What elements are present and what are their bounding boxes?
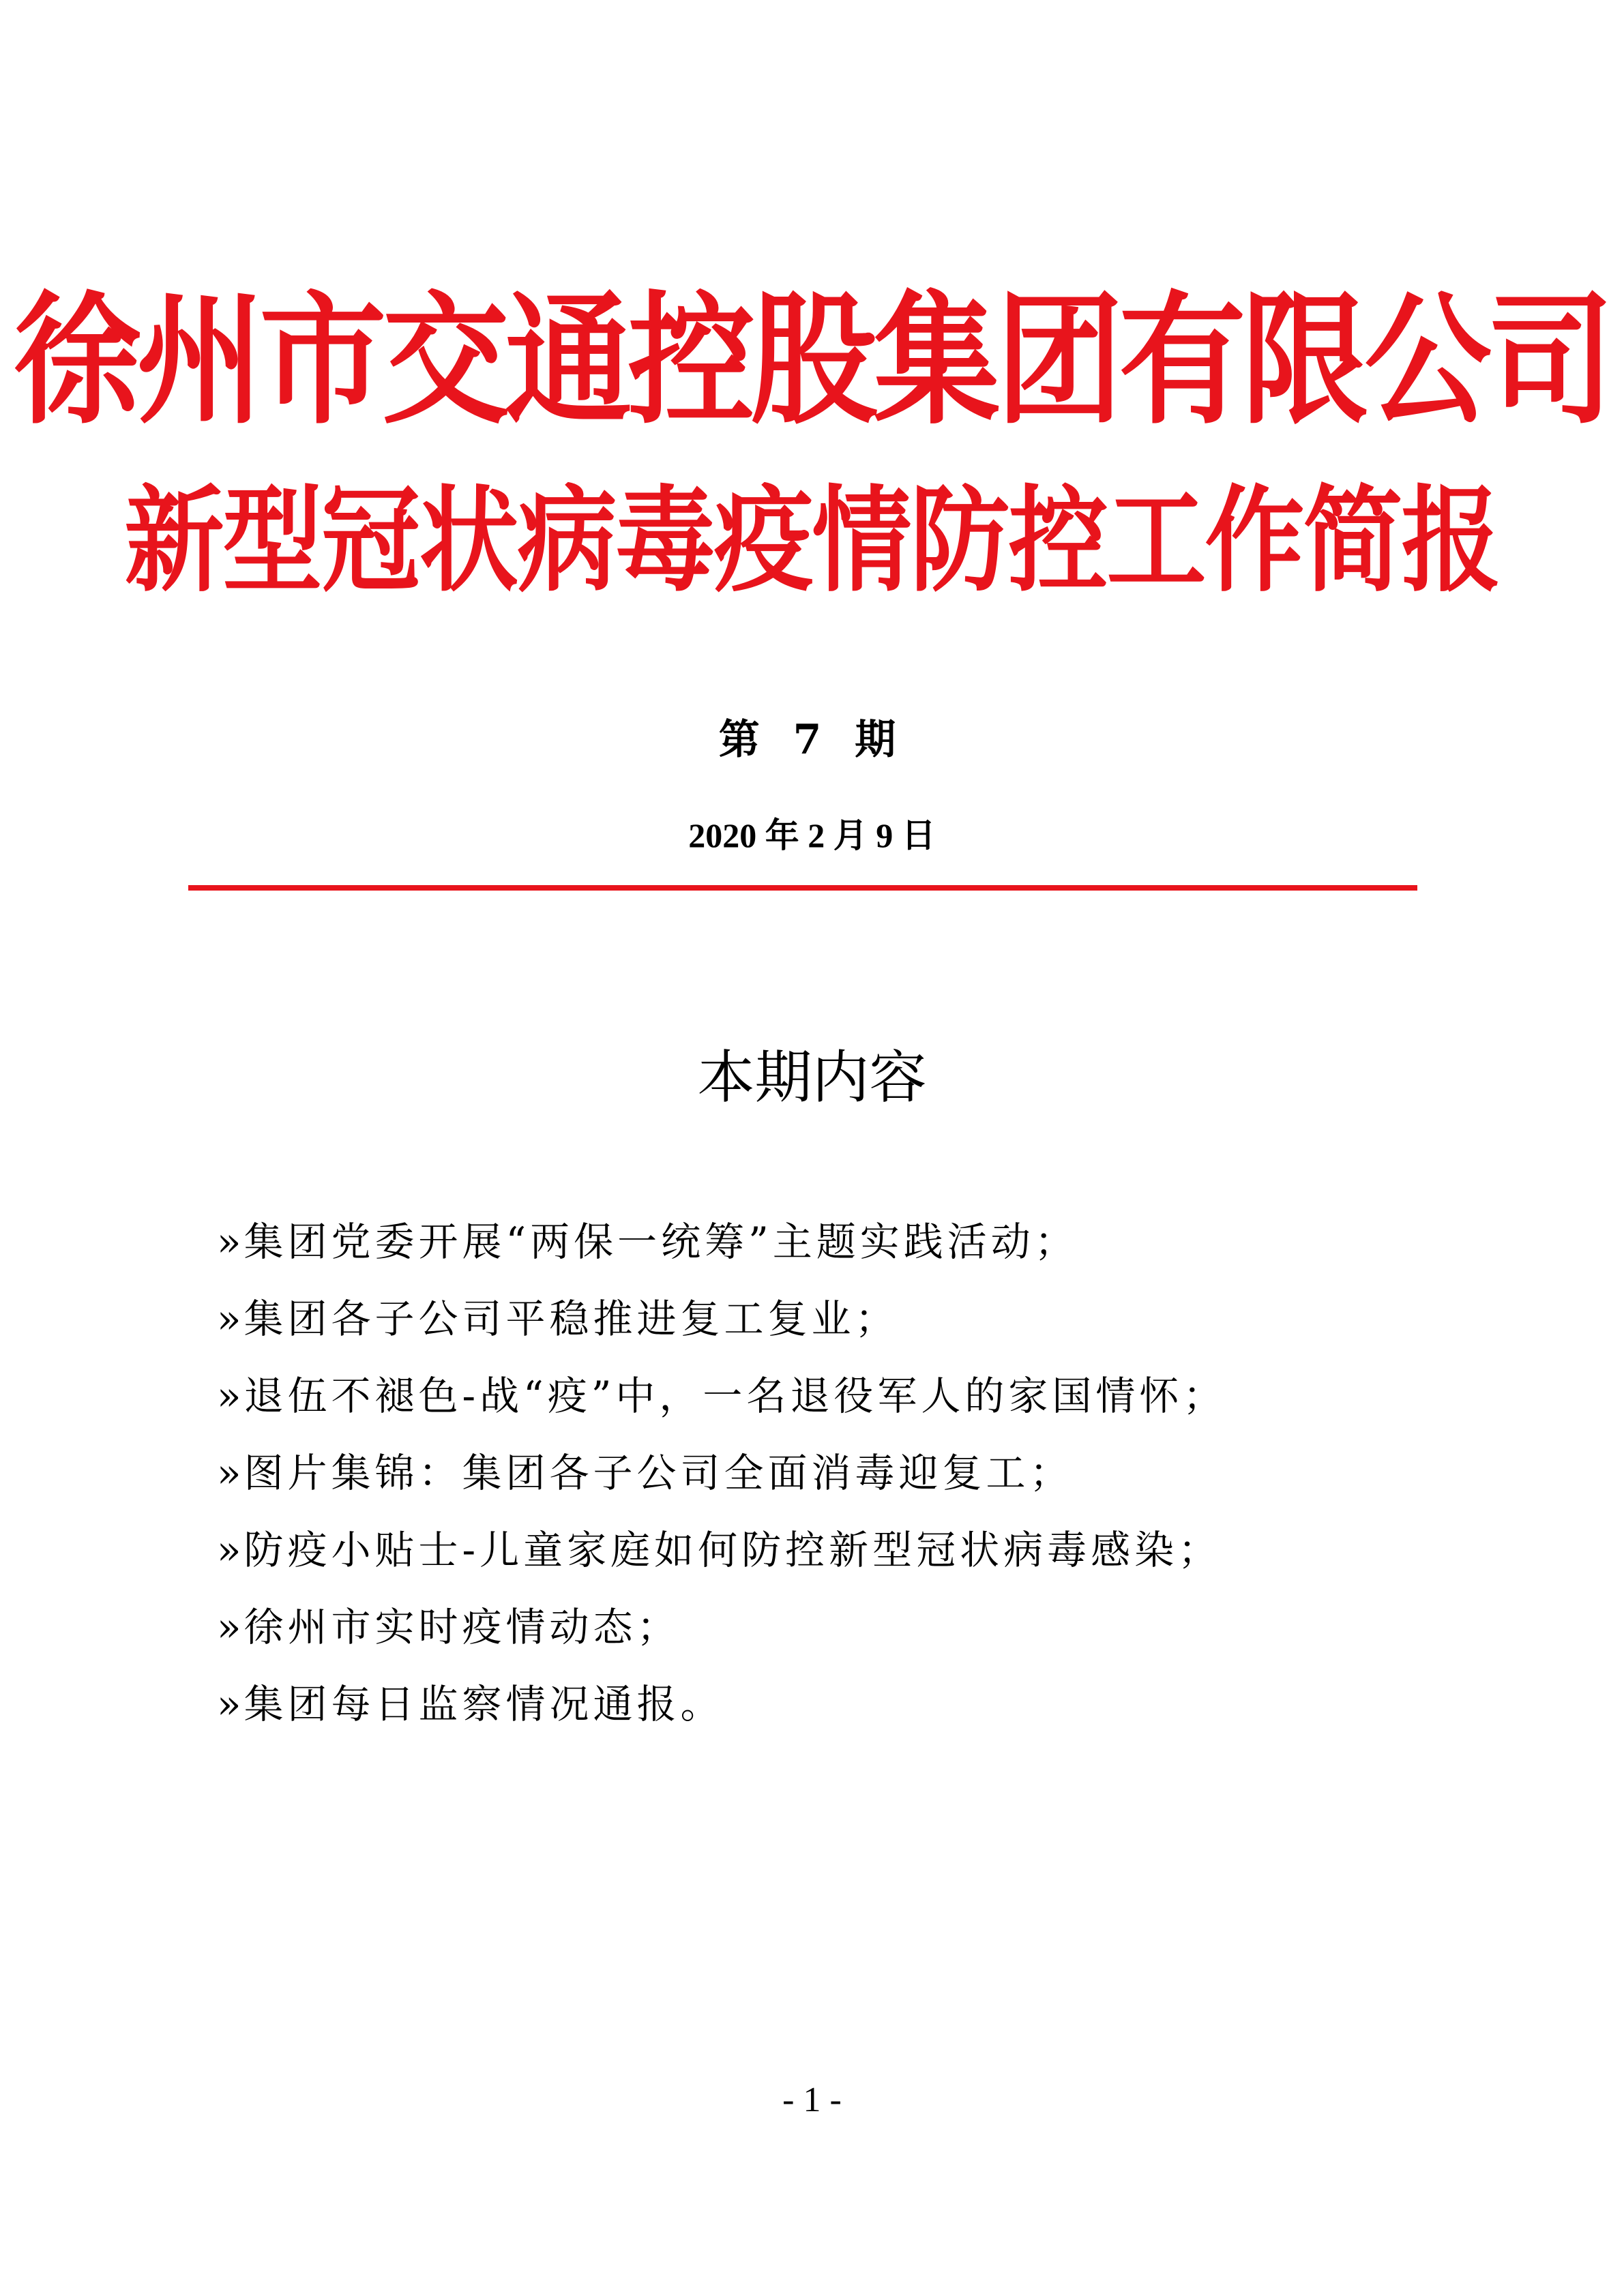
contents-heading: 本期内容 <box>697 1044 927 1111</box>
bullet-icon: » <box>217 1450 241 1496</box>
issue-number: 第 7 期 <box>718 716 906 764</box>
contents-item-text: 防疫小贴士-儿童家庭如何防控新型冠状病毒感染； <box>243 1527 1222 1573</box>
contents-list <box>217 1204 1445 1743</box>
contents-item-text: 徐州市实时疫情动态； <box>243 1604 681 1650</box>
bullet-icon: » <box>217 1219 241 1265</box>
bullet-icon: » <box>217 1296 241 1342</box>
contents-item <box>217 1589 1445 1666</box>
contents-item <box>217 1281 1445 1358</box>
contents-item <box>217 1512 1445 1589</box>
contents-item <box>217 1666 1445 1743</box>
contents-item-text: 集团各子公司平稳推进复工复业； <box>243 1296 899 1342</box>
contents-item <box>217 1435 1445 1512</box>
document-title-line-2: 新型冠状病毒疫情防控工作简报 <box>124 473 1500 608</box>
issue-date: 2020 年 2 月 9 日 <box>688 816 936 854</box>
contents-item-text: 集团每日监察情况通报。 <box>243 1681 724 1727</box>
contents-item-text: 集团党委开展“两保一统筹”主题实践活动； <box>243 1219 1078 1265</box>
red-divider-line <box>188 885 1417 891</box>
contents-item <box>217 1204 1445 1281</box>
bullet-icon: » <box>217 1681 241 1727</box>
document-title-line-1: 徐州市交通控股集团有限公司 <box>14 276 1610 444</box>
contents-item-text: 图片集锦：集团各子公司全面消毒迎复工； <box>243 1450 1074 1496</box>
bullet-icon: » <box>217 1527 241 1573</box>
bullet-icon: » <box>217 1373 241 1419</box>
contents-item-text: 退伍不褪色-战“疫”中，一名退役军人的家国情怀； <box>243 1373 1227 1419</box>
page-number: - 1 - <box>782 2081 842 2119</box>
contents-item <box>217 1358 1445 1435</box>
bullet-icon: » <box>217 1604 241 1650</box>
